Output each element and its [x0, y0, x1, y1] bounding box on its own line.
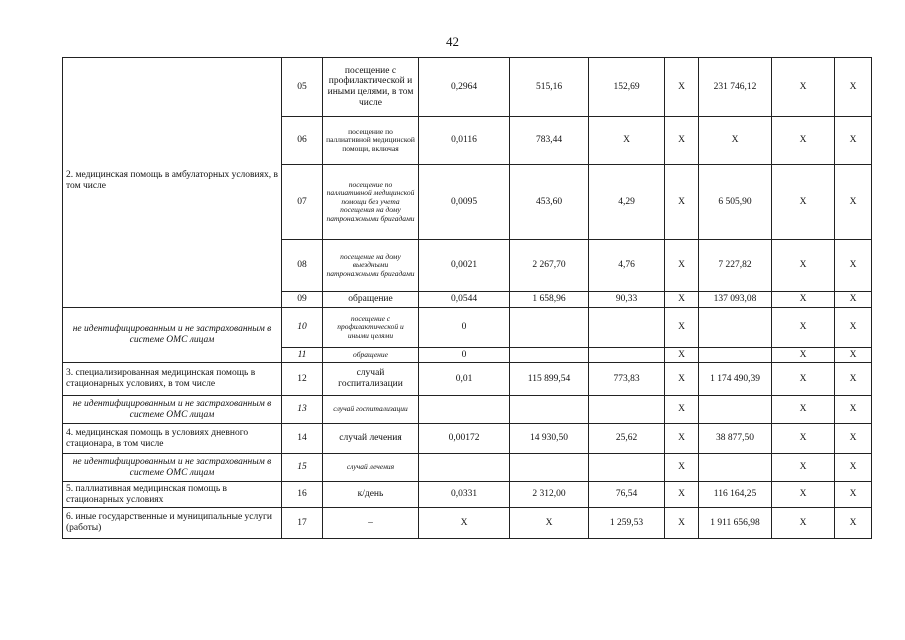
- cell-v6: Х: [772, 363, 835, 396]
- row-name: не идентифицированным и не застрахованным в системе ОМС лицам: [63, 454, 282, 482]
- row-name: 3. специализированная медицинская помощь в стационарных условиях, в том числе: [63, 363, 282, 396]
- cell-v6: Х: [772, 58, 835, 117]
- row-code: 05: [282, 58, 323, 117]
- row-name: 4. медицинская помощь в условиях дневного стационара, в том числе: [63, 424, 282, 454]
- cell-v5: [699, 396, 772, 424]
- cell-v1: 0,0021: [419, 240, 510, 292]
- cell-v1: 0,0095: [419, 165, 510, 240]
- cell-v4: Х: [665, 363, 699, 396]
- cell-v1: 0: [419, 348, 510, 363]
- cell-v7: Х: [835, 396, 872, 424]
- data-table: [62, 57, 872, 539]
- row-name: 6. иные государственные и муниципальные услуги (работы): [63, 508, 282, 539]
- row-unit: посещение по паллиативной медицинской помощи, включая: [323, 117, 419, 165]
- row-code: 15: [282, 454, 323, 482]
- cell-v7: Х: [835, 165, 872, 240]
- cell-v3: 90,33: [589, 292, 665, 308]
- cell-v7: Х: [835, 348, 872, 363]
- row-code: 16: [282, 482, 323, 508]
- cell-v1: 0,2964: [419, 58, 510, 117]
- cell-v2: 453,60: [510, 165, 589, 240]
- cell-v1: 0,00172: [419, 424, 510, 454]
- cell-v4: Х: [665, 292, 699, 308]
- cell-v3: [589, 308, 665, 348]
- cell-v4: Х: [665, 308, 699, 348]
- cell-v3: 76,54: [589, 482, 665, 508]
- cell-v4: Х: [665, 58, 699, 117]
- cell-v3: [589, 348, 665, 363]
- cell-v7: Х: [835, 454, 872, 482]
- cell-v2: Х: [510, 508, 589, 539]
- cell-v6: Х: [772, 454, 835, 482]
- row-name: 2. медицинская помощь в амбулаторных условиях, в том числе: [63, 58, 282, 308]
- cell-v6: Х: [772, 308, 835, 348]
- table-row: [63, 308, 872, 348]
- cell-v4: Х: [665, 240, 699, 292]
- cell-v6: Х: [772, 240, 835, 292]
- cell-v6: Х: [772, 165, 835, 240]
- row-code: 09: [282, 292, 323, 308]
- row-code: 11: [282, 348, 323, 363]
- row-unit: посещение по паллиативной медицинской помощи без учета посещения на дому патронажными бригадами: [323, 165, 419, 240]
- cell-v5: [699, 454, 772, 482]
- row-unit: случай лечения: [323, 424, 419, 454]
- table-row: [63, 508, 872, 539]
- cell-v2: [510, 396, 589, 424]
- row-name: 5. паллиативная медицинская помощь в стационарных условиях: [63, 482, 282, 508]
- row-code: 12: [282, 363, 323, 396]
- cell-v3: [589, 454, 665, 482]
- cell-v6: Х: [772, 396, 835, 424]
- cell-v1: 0,01: [419, 363, 510, 396]
- cell-v3: [589, 396, 665, 424]
- cell-v4: Х: [665, 117, 699, 165]
- row-code: 07: [282, 165, 323, 240]
- cell-v7: Х: [835, 240, 872, 292]
- cell-v5: 1 911 656,98: [699, 508, 772, 539]
- cell-v3: Х: [589, 117, 665, 165]
- cell-v2: [510, 454, 589, 482]
- cell-v7: Х: [835, 424, 872, 454]
- cell-v5: 231 746,12: [699, 58, 772, 117]
- cell-v3: 4,76: [589, 240, 665, 292]
- cell-v5: 38 877,50: [699, 424, 772, 454]
- cell-v3: 4,29: [589, 165, 665, 240]
- row-unit: случай госпитализации: [323, 396, 419, 424]
- row-unit: к/день: [323, 482, 419, 508]
- row-unit: случай госпитализации: [323, 363, 419, 396]
- cell-v4: Х: [665, 454, 699, 482]
- cell-v6: Х: [772, 348, 835, 363]
- row-unit: посещение с профилактической и иными целями: [323, 308, 419, 348]
- row-name: не идентифицированным и не застрахованным в системе ОМС лицам: [63, 308, 282, 363]
- cell-v4: Х: [665, 165, 699, 240]
- cell-v1: [419, 454, 510, 482]
- table-row: [63, 482, 872, 508]
- cell-v1: 0,0331: [419, 482, 510, 508]
- cell-v7: Х: [835, 482, 872, 508]
- cell-v4: Х: [665, 508, 699, 539]
- cell-v3: 152,69: [589, 58, 665, 117]
- cell-v1: [419, 396, 510, 424]
- table-row: [63, 363, 872, 396]
- row-unit: посещение на дому выездными патронажными бригадами: [323, 240, 419, 292]
- cell-v6: Х: [772, 482, 835, 508]
- cell-v7: Х: [835, 117, 872, 165]
- cell-v6: Х: [772, 424, 835, 454]
- cell-v5: 137 093,08: [699, 292, 772, 308]
- row-code: 06: [282, 117, 323, 165]
- cell-v6: Х: [772, 292, 835, 308]
- cell-v2: 115 899,54: [510, 363, 589, 396]
- row-code: 10: [282, 308, 323, 348]
- cell-v3: 25,62: [589, 424, 665, 454]
- row-code: 08: [282, 240, 323, 292]
- cell-v5: 116 164,25: [699, 482, 772, 508]
- cell-v5: Х: [699, 117, 772, 165]
- row-code: 17: [282, 508, 323, 539]
- cell-v3: 773,83: [589, 363, 665, 396]
- row-unit: обращение: [323, 292, 419, 308]
- cell-v5: 1 174 490,39: [699, 363, 772, 396]
- cell-v2: 1 658,96: [510, 292, 589, 308]
- cell-v5: [699, 348, 772, 363]
- row-code: 14: [282, 424, 323, 454]
- cell-v2: 2 267,70: [510, 240, 589, 292]
- row-unit: обращение: [323, 348, 419, 363]
- table-row: [63, 396, 872, 424]
- table-row: [63, 424, 872, 454]
- cell-v2: 515,16: [510, 58, 589, 117]
- cell-v4: Х: [665, 396, 699, 424]
- cell-v2: 14 930,50: [510, 424, 589, 454]
- cell-v2: [510, 348, 589, 363]
- cell-v2: [510, 308, 589, 348]
- cell-v5: 6 505,90: [699, 165, 772, 240]
- cell-v5: [699, 308, 772, 348]
- cell-v3: 1 259,53: [589, 508, 665, 539]
- cell-v6: Х: [772, 117, 835, 165]
- table-row: [63, 454, 872, 482]
- row-unit: случай лечения: [323, 454, 419, 482]
- cell-v1: 0,0116: [419, 117, 510, 165]
- table-row: [63, 58, 872, 117]
- row-unit: –: [323, 508, 419, 539]
- cell-v7: Х: [835, 363, 872, 396]
- cell-v2: 2 312,00: [510, 482, 589, 508]
- row-unit: посещение с профилактической и иными целями, в том числе: [323, 58, 419, 117]
- cell-v5: 7 227,82: [699, 240, 772, 292]
- cell-v4: Х: [665, 482, 699, 508]
- cell-v1: Х: [419, 508, 510, 539]
- cell-v4: Х: [665, 424, 699, 454]
- cell-v7: Х: [835, 58, 872, 117]
- cell-v1: 0,0544: [419, 292, 510, 308]
- cell-v7: Х: [835, 292, 872, 308]
- row-name: не идентифицированным и не застрахованным в системе ОМС лицам: [63, 396, 282, 424]
- cell-v2: 783,44: [510, 117, 589, 165]
- cell-v7: Х: [835, 308, 872, 348]
- cell-v1: 0: [419, 308, 510, 348]
- row-code: 13: [282, 396, 323, 424]
- cell-v7: Х: [835, 508, 872, 539]
- cell-v4: Х: [665, 348, 699, 363]
- page-number: 42: [446, 34, 459, 49]
- cell-v6: Х: [772, 508, 835, 539]
